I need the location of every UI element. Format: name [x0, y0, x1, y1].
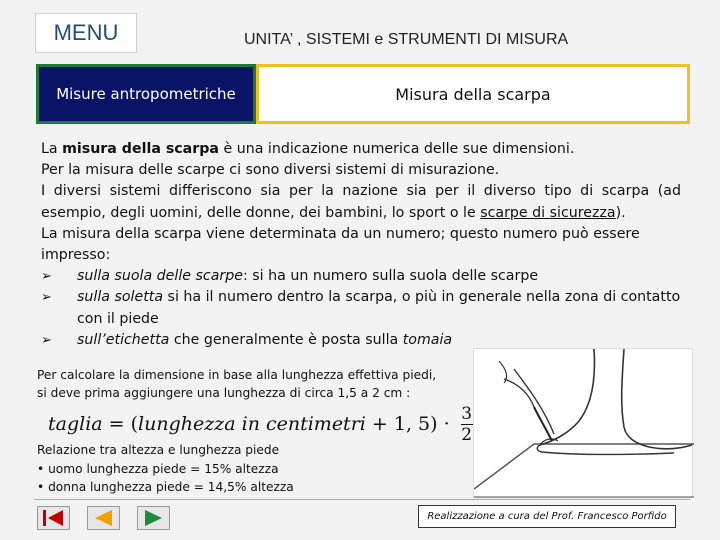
paragraph-systems: Per la misura delle scarpe ci sono diversi sistemi di misurazione. — [41, 162, 500, 179]
link-scarpe-sicurezza[interactable]: scarpe di sicurezza — [480, 204, 616, 221]
text: La — [41, 141, 63, 157]
fraction-denominator: 2 — [461, 424, 473, 445]
foot-measurement-illustration — [473, 348, 693, 498]
first-page-icon — [37, 506, 70, 530]
menu-button[interactable]: MENU — [35, 13, 137, 53]
list-item — [41, 266, 681, 287]
formula-lhs: taglia — [48, 413, 103, 435]
section-button-misure-antropometriche[interactable] — [36, 64, 256, 124]
next-page-icon — [137, 506, 170, 530]
arrow-bullet-icon: ➢ — [41, 269, 52, 285]
arrow-bullet-icon: ➢ — [41, 290, 52, 306]
author-credit: Realizzazione a cura del Prof. Francesco Porfido — [418, 505, 676, 528]
relation-item: • uomo lunghezza piede = 15% altezza — [37, 461, 279, 476]
list-item — [41, 287, 681, 329]
text: che generalmente è posta sulla — [169, 331, 403, 348]
height-foot-relation — [37, 441, 317, 497]
footer-divider — [34, 499, 690, 500]
bullet-list — [41, 266, 681, 351]
next-page-button[interactable] — [136, 505, 171, 531]
formula-operator: + 1, 5) · — [365, 413, 456, 435]
text: : si ha un numero sulla suola delle scarpe — [243, 268, 539, 285]
relation-title: Relazione tra altezza e lunghezza piede — [37, 443, 280, 457]
foot-drawing-icon — [474, 349, 694, 499]
text: sulla soletta — [77, 289, 164, 306]
previous-page-icon — [87, 506, 120, 530]
first-page-button[interactable] — [36, 505, 71, 531]
paragraph-definition — [41, 139, 681, 160]
text: sull’etichetta — [77, 331, 170, 348]
topic-title: Misura della scarpa — [395, 84, 551, 104]
text: si deve prima aggiungere una lunghezza di circa 1,5 a 2 cm : — [37, 386, 411, 400]
bold-term: misura della scarpa — [62, 141, 219, 157]
text: è una indicazione numerica delle sue dimensioni. — [218, 141, 575, 157]
calc-instructions — [37, 366, 467, 402]
paragraph-differences-line2 — [41, 203, 681, 224]
text: Per calcolare la dimensione in base alla lunghezza effettiva piedi, — [37, 368, 437, 382]
topic-title-box — [256, 64, 690, 124]
text: esempio, degli uomini, delle donne, dei bambini, lo sport o le — [41, 204, 481, 221]
text: sulla suola delle scarpe — [77, 268, 243, 285]
text: si ha il numero dentro la scarpa, o più in generale nella zona di contatto con il piede — [77, 289, 681, 327]
previous-page-button[interactable] — [86, 505, 121, 531]
formula-fraction — [461, 404, 473, 445]
relation-item: • donna lunghezza piede = 14,5% altezza — [37, 480, 294, 494]
content-area — [41, 139, 681, 351]
paragraph-number: La misura della scarpa viene determinata da un numero; questo numero può essere impresso: — [41, 225, 640, 264]
arrow-bullet-icon: ➢ — [41, 332, 52, 348]
text: ). — [615, 204, 626, 221]
text: tomaia — [402, 331, 453, 348]
paragraph-differences-line1: I diversi sistemi differiscono sia per la nazione sia per il diverso tipo di scarpa (ad — [41, 183, 681, 200]
formula-operator: = ( — [102, 413, 139, 435]
formula-term: lunghezza in centimetri — [138, 413, 366, 435]
section-label: Misure antropometriche — [56, 85, 236, 103]
page-title: UNITA’ , SISTEMI e STRUMENTI DI MISURA — [244, 31, 569, 48]
fraction-numerator: 3 — [461, 403, 473, 424]
